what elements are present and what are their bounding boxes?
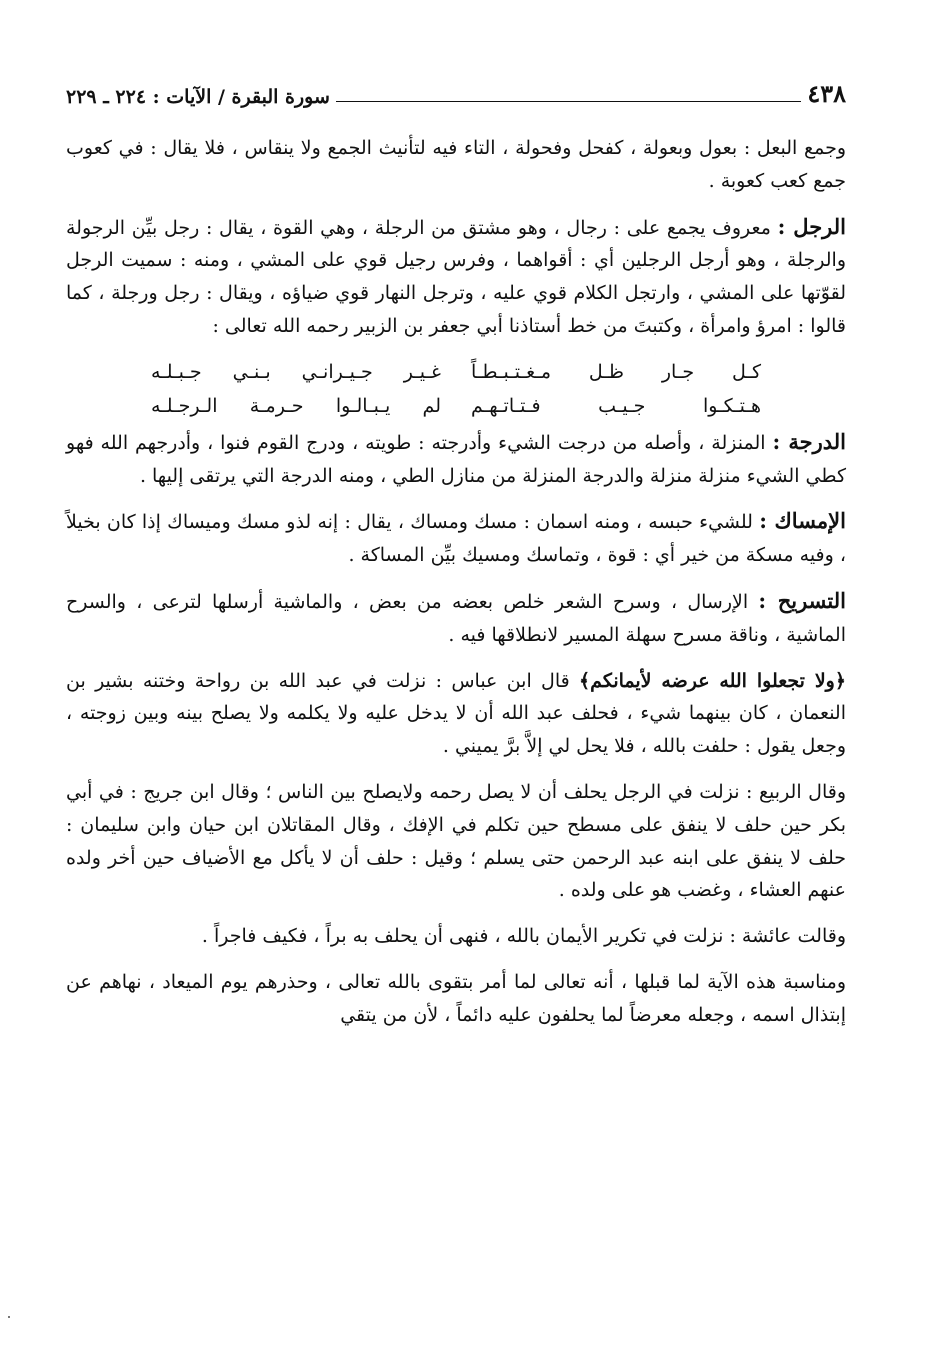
poetry-verse <box>66 356 846 424</box>
term-al-daraja: الدرجة : <box>772 428 846 454</box>
running-title: سورة البقرة / الآيات : ٢٢٤ ـ ٢٢٩ <box>66 86 330 108</box>
paragraph-al-imsak-text: للشيء حبسه ، ومنه اسمان : مسك ومساك ، يقال : إنه لذو مسك وميساك إذا كان بخيلاً ، وفيه مسكة من خير أي : قوة ، وتماسك ومسيك بيِّن المساكة . <box>66 511 846 567</box>
paragraph-al-daraja <box>66 426 846 493</box>
paragraph-aisha-saying: وقالت عائشة : نزلت في تكرير الأيمان بالله ، فنهى أن يحلف به براً ، فكيف فاجراً . <box>201 925 846 948</box>
term-al-imsak: الإمساك : <box>759 508 846 534</box>
paragraph-al-rajul <box>66 211 846 343</box>
paragraph-al-daraja-text: المنزلة ، وأصله من درجت الشيء وأدرجته : طويته ، ودرج القوم فنوا ، وأدرجهم الله فهو كطي الشيء منزلة منزلة والدرجة المنزلة من منازل الطي ، ومنه الدرجة التي يرتقى إليها . <box>66 431 846 487</box>
paragraph-quran-verse <box>66 665 846 763</box>
term-al-rajul: الرجل : <box>777 213 846 239</box>
term-al-tasrih: التسريح : <box>758 587 846 613</box>
page-body <box>66 132 846 1045</box>
page-header <box>66 68 846 108</box>
verse-line-2 <box>66 390 846 424</box>
paragraph-al-tasrih-text: الإرسال ، وسرح الشعر خلص بعضه من بعض ، والماشية أرسلها لترعى ، والسرح الماشية ، وناقة مسرح سهلة المسير لانطلاقها فيه . <box>66 590 846 646</box>
page-number: ٤٣٨ <box>807 79 846 108</box>
paragraph-quran-verse-text: قال ابن عباس : نزلت في عبد الله بن رواحة وختنه بشير بن النعمان ، كان بينهما شيء ، فحلف عبد الله أن لا يدخل عليه ولا يكلمه ولا يصلح بينه وبين زوجته ، وجعل يقول : حلفت بالله ، فلا يحل لي إلاَّ برَّ يميني . <box>66 669 847 758</box>
verse-1-left-hemistich: غـيـر جـيـرانـي بـنـي جـبـلـه <box>151 361 441 384</box>
quran-quote: ﴿ولا تجعلوا الله عرضه لأيمانكم﴾ <box>579 669 846 692</box>
verse-line-1 <box>66 356 846 390</box>
paragraph-relevance: ومناسبة هذه الآية لما قبلها ، أنه تعالى لما أمر بتقوى بالله تعالى ، وحذرهم يوم الميعاد ، نهاهم عن إبتذال اسمه ، وجعله معرضاً لما يحلفون عليه دائماً ، لأن من يتقي <box>66 970 846 1026</box>
header-rule <box>336 101 801 102</box>
verse-2-right-hemistich: هـتـكـوا جـيـب فـتـاتـهـم <box>471 395 761 418</box>
paragraph-plural-of-bal: وجمع البعل : بعول وبعولة ، كفحل وفحولة ، التاء فيه لتأنيث الجمع ولا ينقاس ، فلا يقال : في كعوب جمع كعب كعوبة . <box>66 137 846 192</box>
paragraph-al-imsak <box>66 505 846 572</box>
paragraph-al-tasrih <box>66 585 846 652</box>
margin-speck <box>8 1316 10 1318</box>
verse-1-right-hemistich: كـل جـار ظـل مـغـتـبـطـاً <box>471 361 761 384</box>
verse-2-left-hemistich: لم يـبـالـوا حـرمـة الـرجـلـه <box>151 395 441 418</box>
paragraph-al-rajul-text: معروف يجمع على : رجال ، وهو مشتق من الرجلة ، وهي القوة ، يقال : رجل بيِّن الرجولة والرجلة ، وهو أرجل الرجلين أي : أقواهما ، وفرس رجيل قوي على المشي ، ومنه : سميت الرجل لقوّتها على المشي ، وارتجل الكلام قوي عليه ، وترجل النهار قوي ضياؤه ، ويقال : رجل ورجلة ، كما قالوا : امرؤ وامرأة ، وكتبتَ من خط أستاذنا أبي جعفر بن الزبير رحمه الله تعالى : <box>66 216 846 337</box>
paragraph-rabi-saying: وقال الربيع : نزلت في الرجل يحلف أن لا يصل رحمه ولايصلح بين الناس ؛ وقال ابن جريج : في أبي بكر حين حلف لا ينفق على مسطح حين تكلم في الإفك ، وقال المقاتلان ابن حيان وابن سليمان : حلف لا ينفق على ابنه عبد الرحمن حتى يسلم ؛ وقيل : حلف أن لا يأكل مع الأضياف حين أخر ولده عنهم العشاء ، وغضب هو على ولده . <box>66 780 846 902</box>
